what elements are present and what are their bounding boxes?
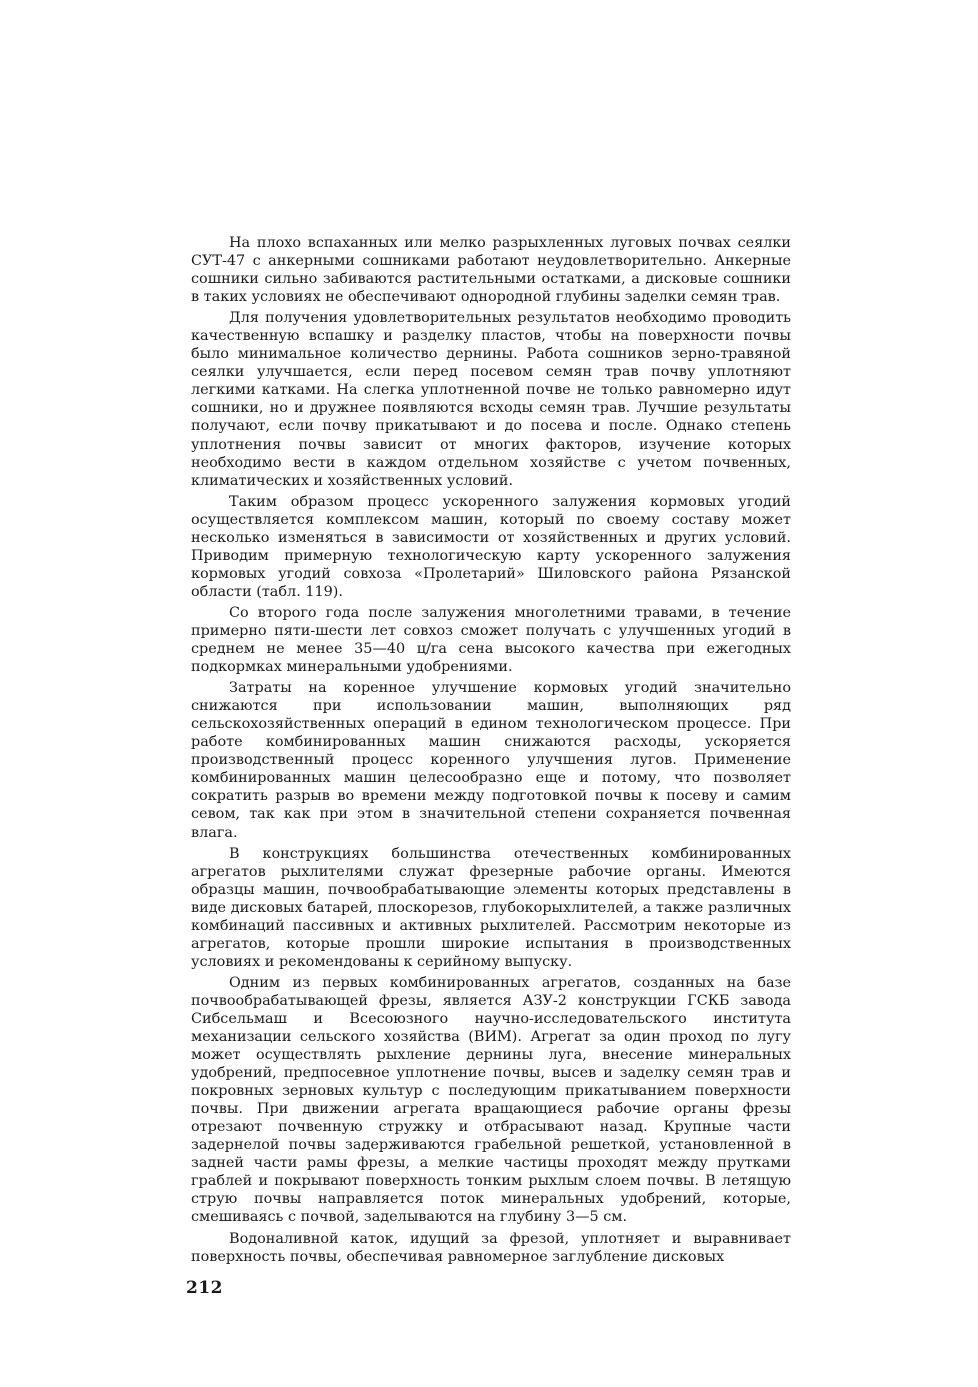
paragraph: Водоналивной каток, идущий за фрезой, уплотняет и выравнивает поверхность почвы, обеспечивая равномерное заглубление дисковых xyxy=(191,1230,791,1265)
paragraph: Для получения удовлетворительных результатов необходимо проводить качественную вспашку и разделку пластов, чтобы на поверхности почвы было минимальное количество дернины. Работа сошников зерно-травяной сеялки улучшается, если перед посевом семян трав почву уплотняют легкими катками. На слегка уплотненной почве не только равномерно идут сошники, но и дружнее появляются всходы семян трав. Лучшие результаты получают, если почву прикатывают и до посева и после. Однако степень уплотнения почвы зависит от многих факторов, изучение которых необходимо вести в каждом отдельном хозяйстве с учетом почвенных, климатических и хозяйственных условий. xyxy=(191,310,791,489)
paragraph: В конструкциях большинства отечественных комбинированных агрегатов рыхлителями служат фрезерные рабочие органы. Имеются образцы машин, почвообрабатывающие элементы которых представлены в виде дисковых батарей, плоскорезов, глубокорыхлителей, а также различных комбинаций пассивных и активных рыхлителей. Рассмотрим некоторые из агрегатов, которые прошли широкие испытания в производственных условиях и рекомендованы к серийному выпуску. xyxy=(191,845,791,970)
page-number: 212 xyxy=(186,1278,223,1298)
paragraph: На плохо вспаханных или мелко разрыхленных луговых почвах сеялки СУТ-47 с анкерными сошниками работают неудовлетворительно. Анкерные сошники сильно забиваются растительными остатками, а дисковые сошники в таких условиях не обеспечивают однородной глубины заделки семян трав. xyxy=(191,235,791,306)
body-text xyxy=(191,234,791,1269)
paragraph: Затраты на коренное улучшение кормовых угодий значительно снижаются при использовании машин, выполняющих ряд сельскохозяйственных операций в едином технологическом процессе. При работе комбинированных машин снижаются расходы, ускоряется производственный процесс коренного улучшения лугов. Применение комбинированных машин целесообразно еще и потому, что позволяет сократить разрыв во времени между подготовкой почвы к посеву и самим севом, так как при этом в значительной степени сохраняется почвенная влага. xyxy=(191,680,791,841)
paragraph: Со второго года после залужения многолетними травами, в течение примерно пяти-шести лет совхоз сможет получать с улучшенных угодий в среднем не менее 35—40 ц/га сена высокого качества при ежегодных подкормках минеральными удобрениями. xyxy=(191,604,791,676)
paragraph: Одним из первых комбинированных агрегатов, созданных на базе почвообрабатывающей фрезы, является АЗУ-2 конструкции ГСКБ завода Сибсельмаш и Всесоюзного научно-исследовательского института механизации сельского хозяйства (ВИМ). Агрегат за один проход по лугу может осуществлять рыхление дернины луга, внесение минеральных удобрений, предпосевное уплотнение почвы, высев и заделку семян трав и покровных зерновых культур с последующим прикатыванием поверхности почвы. При движении агрегата вращающиеся рабочие органы фрезы отрезают почвенную стружку и отбрасывают назад. Крупные части задернелой почвы задерживаются грабельной решеткой, установленной в задней части рамы фрезы, а мелкие частицы проходят между прутками граблей и покрывают поверхность тонким рыхлым слоем почвы. В летящую струю почвы направляется поток минеральных удобрений, которые, смешиваясь с почвой, заделываются на глубину 3—5 см. xyxy=(191,974,791,1226)
paragraph: Таким образом процесс ускоренного залужения кормовых угодий осуществляется комплексом машин, который по своему составу может несколько изменяться в зависимости от хозяйственных и других условий. Приводим примерную технологическую карту ускоренного залужения кормовых угодий совхоза «Пролетарий» Шиловского района Рязанской области (табл. 119). xyxy=(191,493,791,600)
